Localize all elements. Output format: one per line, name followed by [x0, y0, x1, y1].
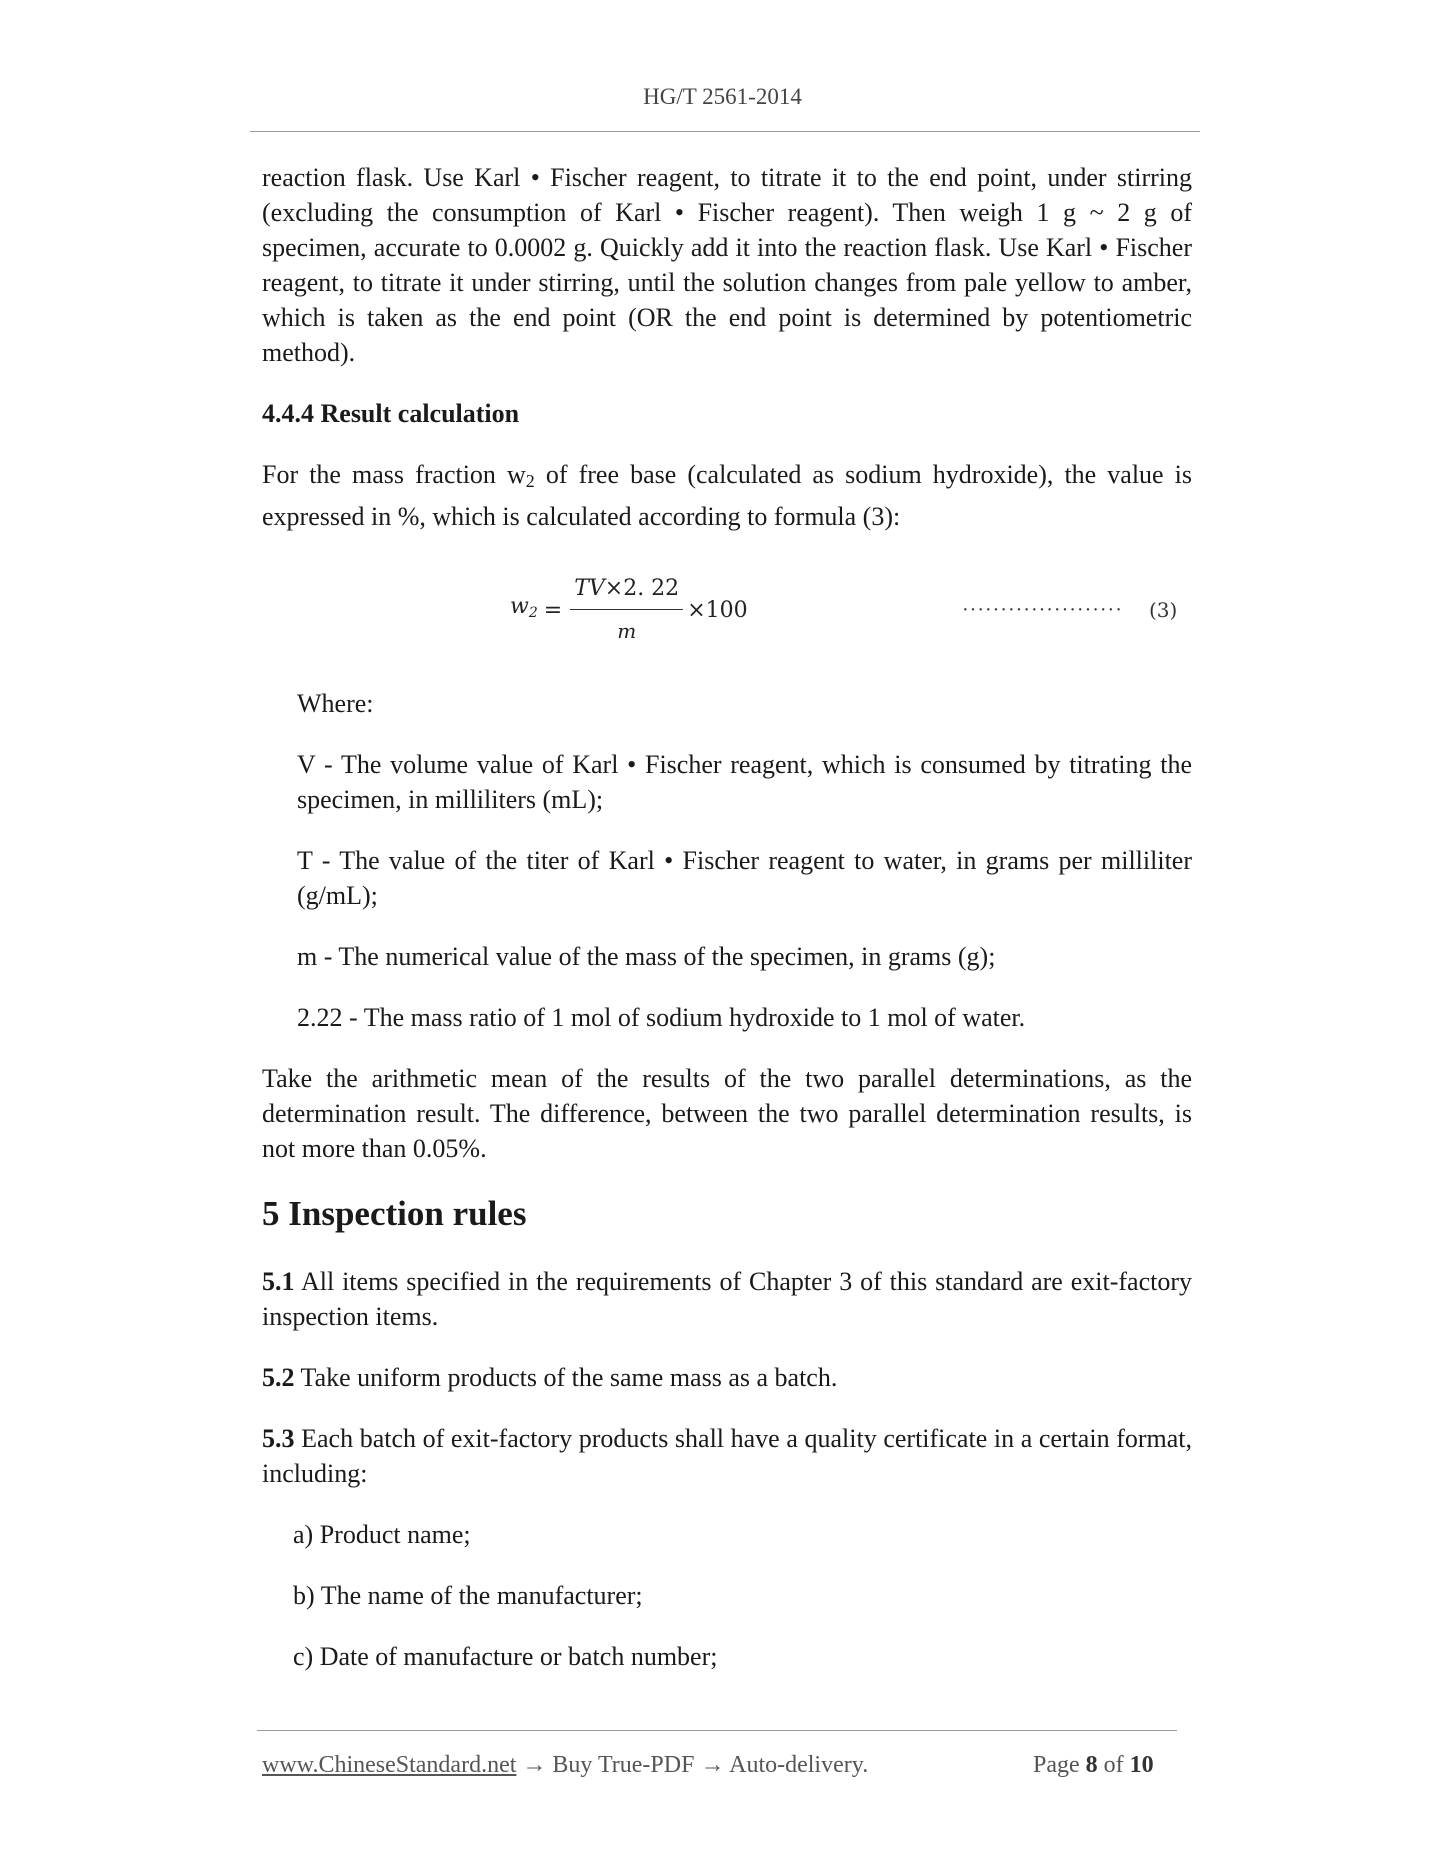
definition-m: m - The numerical value of the mass of the specimen, in grams (g); [297, 942, 996, 971]
paragraph-procedure: reaction flask. Use Karl • Fischer reagent, to titrate it to the end point, under stirring (excluding the consumption of Karl • Fischer reagent). Then weigh 1 g ~ 2 g of specimen, accurate to 0.0002 g. Quickly add it into the reaction flask. Use Karl • Fischer reagent, to titrate it under stirring, until the solution changes from pale yellow to amber, which is taken as the end point (OR the end point is determined by potentiometric method). [262, 163, 1192, 367]
footer-page-number: Page 8 of 10 [1033, 1752, 1154, 1778]
formula-lhs: w2 [510, 594, 538, 621]
page-content [262, 160, 1192, 1700]
clause-5-1: 5.1 All items specified in the requirements of Chapter 3 of this standard are exit-factory inspection items. [262, 1267, 1192, 1331]
definition-v: V - The volume value of Karl • Fischer reagent, which is consumed by titrating the specimen, in milliliters (mL); [297, 750, 1192, 814]
footer-divider [257, 1730, 1177, 1731]
header-divider [250, 131, 1200, 132]
formula-expression [510, 560, 748, 660]
header-standard-number: HG/T 2561-2014 [643, 84, 802, 109]
clause-5-2: 5.2 Take uniform products of the same mass as a batch. [262, 1363, 838, 1392]
formula-number: (3) [1149, 597, 1178, 622]
formula-multiplier: ×100 [687, 597, 748, 623]
subscript: 2 [525, 471, 535, 491]
current-page: 8 [1085, 1752, 1098, 1778]
list-item-a: a) Product name; [293, 1520, 471, 1549]
formula-3 [262, 560, 1192, 670]
total-pages: 10 [1129, 1752, 1154, 1778]
section-heading-4-4-4: 4.4.4 Result calculation [262, 399, 520, 428]
formula-denominator: m [617, 619, 637, 643]
list-item-b: b) The name of the manufacturer; [293, 1581, 643, 1610]
formula-leader-dots: ····················· [962, 598, 1123, 621]
chapter-heading-5: 5 Inspection rules [262, 1194, 527, 1233]
where-label: Where: [297, 689, 374, 718]
footer-website-link[interactable]: www.ChineseStandard.net [262, 1752, 517, 1778]
footer-tagline: → Buy True-PDF → Auto-delivery. [516, 1752, 869, 1778]
paragraph-arithmetic-mean: Take the arithmetic mean of the results of the two parallel determinations, as the determination result. The difference, between the two parallel determination results, is not more than 0.05%. [262, 1064, 1192, 1163]
paragraph-mass-fraction: For the mass fraction $w_2$ of free base (calculated as sodium hydroxide), the value is expressed in %, which is calculated according to formula (3): [262, 460, 1192, 531]
footer-promo [262, 1752, 868, 1779]
formula-numerator: TV×2. 22 [570, 571, 683, 610]
list-item-c: c) Date of manufacture or batch number; [293, 1642, 718, 1671]
clause-5-3: 5.3 Each batch of exit-factory products shall have a quality certificate in a certain format, including: [262, 1424, 1192, 1488]
formula-equals: = [543, 597, 563, 623]
definition-2-22: 2.22 - The mass ratio of 1 mol of sodium hydroxide to 1 mol of water. [297, 1003, 1026, 1032]
formula-fraction [570, 571, 683, 649]
definition-t: T - The value of the titer of Karl • Fischer reagent to water, in grams per milliliter (g/mL); [297, 846, 1192, 910]
